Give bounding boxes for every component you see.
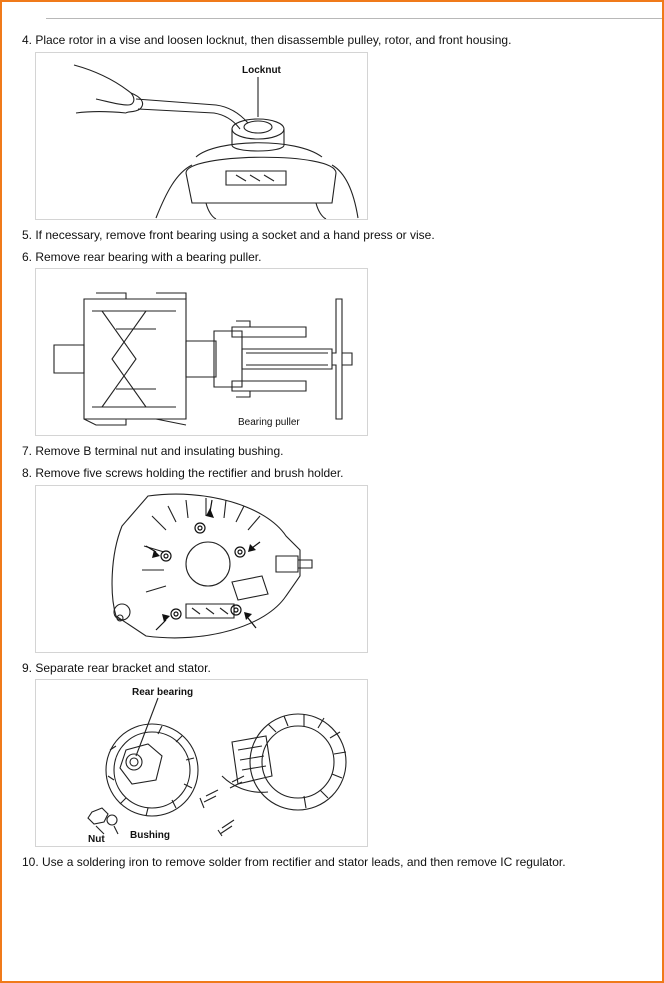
figure-rear-bracket-stator <box>35 679 368 847</box>
nut-label: Nut <box>88 834 105 845</box>
step-10-text: 10. Use a soldering iron to remove solder from rectifier and stator leads, and then remove IC regulator. <box>22 855 566 869</box>
figure-rotor-locknut <box>35 52 368 220</box>
figure-bearing-puller <box>35 268 368 436</box>
bushing-label: Bushing <box>130 830 170 841</box>
step-7-text: 7. Remove B terminal nut and insulating bushing. <box>22 444 284 458</box>
bearing-puller-label: Bearing puller <box>238 417 300 428</box>
step-5-text: 5. If necessary, remove front bearing using a socket and a hand press or vise. <box>22 228 435 242</box>
step-6-text: 6. Remove rear bearing with a bearing puller. <box>22 250 262 264</box>
step-9-text: 9. Separate rear bracket and stator. <box>22 661 211 675</box>
header-rule <box>46 18 662 19</box>
step-8-text: 8. Remove five screws holding the rectifier and brush holder. <box>22 466 344 480</box>
step-4-text: 4. Place rotor in a vise and loosen locknut, then disassemble pulley, rotor, and front housing. <box>22 33 512 47</box>
figure-rectifier-screws <box>35 485 368 653</box>
locknut-label: Locknut <box>242 65 281 76</box>
rear-bearing-label: Rear bearing <box>132 687 194 698</box>
